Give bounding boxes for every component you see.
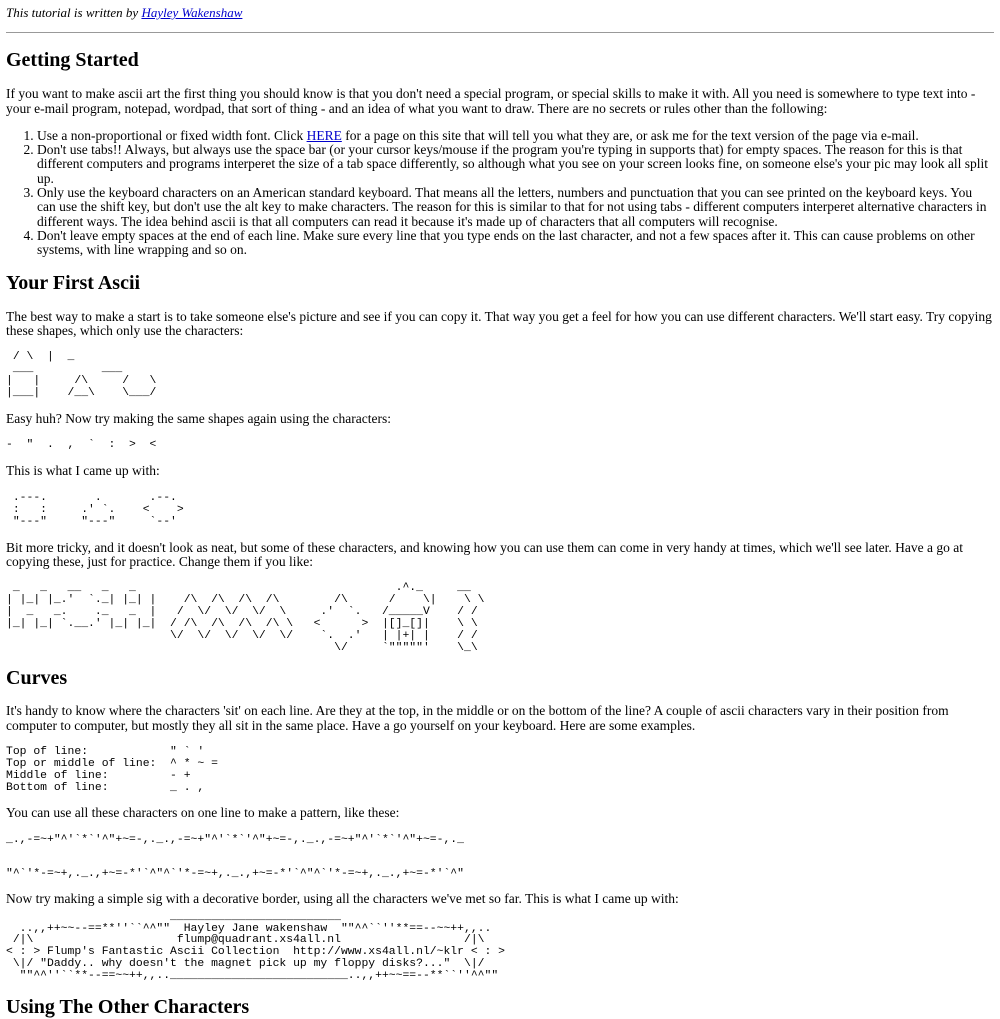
curves-paragraph-3: Now try making a simple sig with a decorative border, using all the characters we've met so far. This is what I came up with: xyxy=(6,891,679,907)
ascii-art-basic-shapes: / \ | _ ___ ___ | | /\ / \ |___| /__\ \___/ xyxy=(6,351,157,399)
ascii-art-practice-shapes: _ _ __ _ _ .^._ __ | |_| |_.' `._| |_| | /\ /\ /\ /\ /\ / \| \ \ | _ _. ._ _ | / \/ \/ \/ \ .' `. /_____V / / |_| |_| `.__.' |_| |_| / /\ /\ /\ /\ \ < > |[]_[]| \ \ \/ \/ \/ \/ \/ `. .' | |+| | / / \/ `"""""' \_\ xyxy=(6,582,485,654)
byline xyxy=(6,6,994,20)
heading-curves: Curves xyxy=(6,667,68,690)
byline-prefix: This tutorial is written by xyxy=(6,5,142,20)
rule-item-3: 3. Only use the keyboard characters on an American standard keyboard. That means all the letters, numbers and punctuation that you can see printed on the keyboard keys. You can use the shift key, but don't use the alt key to make characters. The reason for this is similar to that for not using tabs - different computers interperet alternative characters in different ways. The idea behind ascii is that all computers can read it because it's made up of characters that all computers will recognise. xyxy=(37,186,994,229)
ascii-characters-list: - " . , ` : > < xyxy=(6,438,157,451)
heading-your-first-ascii: Your First Ascii xyxy=(6,271,141,294)
ascii-pattern-1: _.,-=~+"^'`*`'^"+~=-,._.,-=~+"^'`*`'^"+~=-,._.,-=~+"^'`*`'^"+~=-,._ xyxy=(6,833,464,846)
getting-started-intro: If you want to make ascii art the first thing you should know is that you don't need a special program, or special skills to make it with. All you need is somewhere to type text into - your e-mail program, notepad, wordpad, that sort of thing - and an idea of what you want to draw. There are no secrets or rules other than the following: xyxy=(6,86,976,116)
fixed-width-fonts-link[interactable]: HERE xyxy=(306,127,342,143)
first-ascii-paragraph-2: Easy huh? Now try making the same shapes again using the characters: xyxy=(6,410,392,426)
header-divider xyxy=(6,32,994,33)
rule-1-text-after: for a page on this site that will tell you what they are, or ask me for the text version of the page via e-mail. xyxy=(341,127,919,143)
ascii-signature-border: _________________________ ..,,++~~--==**''``^^"" Hayley Jane wakenshaw ""^^``''**==--~~++,,.. /|\ flump@quadrant.xs4all.nl /|\ < : > Flump's Fantastic Ascii Collection http://www.xs4all.nl/~klr < : > \|/ "Daddy.. why doesn't the magnet pick up my floppy disks?..." \|/ ""^^''``**--==~~++,,..__________________________..,,++~~==--**``''^^"" xyxy=(6,910,505,983)
tutorial-page xyxy=(0,6,1000,1019)
heading-using-other-characters: Using The Other Characters xyxy=(6,995,250,1018)
first-ascii-intro: The best way to make a start is to take someone else's picture and see if you can copy it. That way you get a feel for how you can use different characters. We'll start easy. Try copying these shapes, which only use the characters: xyxy=(6,308,992,338)
ascii-pattern-2: "^`'*-=~+,._.,+~=-*'`^"^`'*-=~+,._.,+~=-*'`^"^`'*-=~+,._.,+~=-*'`^" xyxy=(6,867,464,880)
curves-paragraph-2: You can use all these characters on one line to make a pattern, like these: xyxy=(6,805,400,821)
rules-list xyxy=(6,129,994,258)
curves-intro: It's handy to know where the characters 'sit' on each line. Are they at the top, in the middle or on the bottom of the line? A couple of ascii characters vary in their position from computer to computer, but mostly they all sit in the same place. Have a go yourself on your keyboard. Here are some examples. xyxy=(6,703,949,733)
first-ascii-paragraph-4: Bit more tricky, and it doesn't look as neat, but some of these characters, and knowing how you can use them can come in very handy at times, which we'll see later. Have a go at copying these, just for practice. Change them if you like: xyxy=(6,539,963,569)
heading-getting-started: Getting Started xyxy=(6,49,139,72)
rule-item-1 xyxy=(37,129,994,143)
character-position-table: Top of line: " ` ' Top or middle of line: ^ * ~ = Middle of line: - + Bottom of line: _ . , xyxy=(6,745,218,794)
rule-1-text-before: Use a non-proportional or fixed width font. Click xyxy=(37,127,307,143)
rule-item-4: 4. Don't leave empty spaces at the end of each line. Make sure every line that you type ends on the last character, and not a few spaces after it. This can cause problems on other systems, with line wrapping and so on. xyxy=(37,229,994,258)
rule-item-2: 2. Don't use tabs!! Always, but always use the space bar (or your cursor keys/mouse if the program you're typing in supports that) for empty spaces. The reason for this is that different computers and programs interperet the size of a tab space differently, so although what you see on your screen looks fine, on someone else's your pic may look all split up. xyxy=(37,143,994,186)
author-link[interactable]: Hayley Wakenshaw xyxy=(141,5,243,20)
ascii-art-alternate-shapes: .---. . .--. : : .' `. < > "---" "---" `--' xyxy=(12,492,184,528)
first-ascii-paragraph-3: This is what I came up with: xyxy=(6,462,160,478)
